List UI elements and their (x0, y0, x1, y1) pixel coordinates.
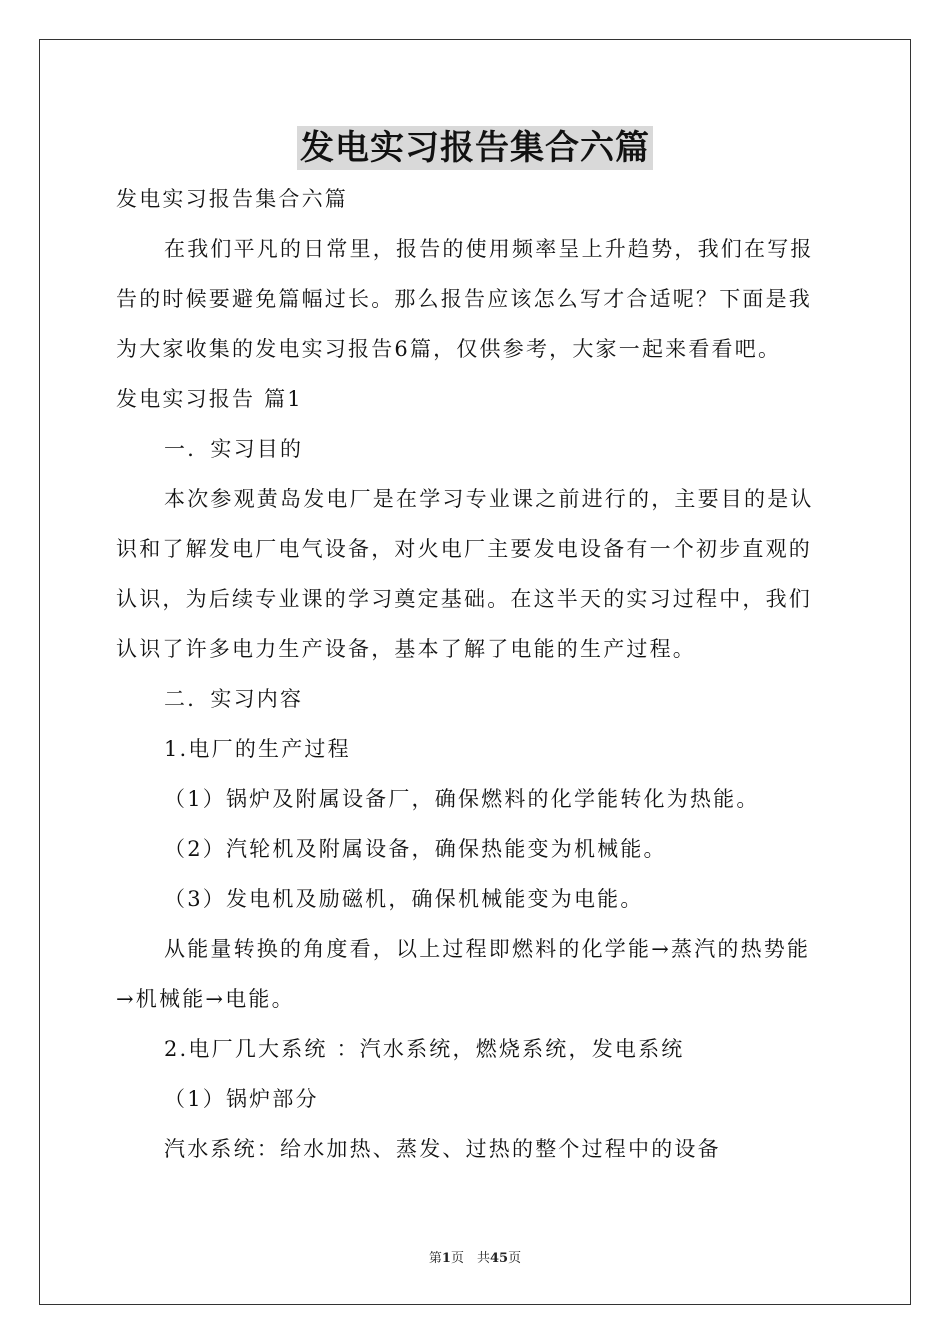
list-item: 1.电厂的生产过程 (164, 737, 351, 761)
page-number: 1 (441, 1251, 451, 1266)
page-label-mid: 页 共 (450, 1251, 490, 1266)
page-total: 45 (489, 1251, 509, 1266)
page-label-pre: 第 (428, 1251, 442, 1266)
paragraph-line: 认识，为后续专业课的学习奠定基础。在这半天的实习过程中，我们 (116, 587, 812, 611)
paragraph-line: 在我们平凡的日常里，报告的使用频率呈上升趋势，我们在写报 (164, 237, 814, 261)
list-item: （1）锅炉部分 (164, 1087, 319, 1111)
paragraph-line: →机械能→电能。 (116, 987, 295, 1011)
paragraph-line: 告的时候要避免篇幅过长。那么报告应该怎么写才合适呢？下面是我 (116, 287, 812, 311)
title-container (0, 126, 950, 170)
subtitle-line: 发电实习报告集合六篇 (116, 187, 348, 211)
subheading: 二．实习内容 (164, 687, 304, 711)
document-title: 发电实习报告集合六篇 (297, 126, 653, 170)
paragraph-line: 本次参观黄岛发电厂是在学习专业课之前进行的，主要目的是认 (164, 487, 814, 511)
list-item: （3）发电机及励磁机，确保机械能变为电能。 (164, 887, 644, 911)
subheading: 一．实习目的 (164, 437, 304, 461)
list-item: （2）汽轮机及附属设备，确保热能变为机械能。 (164, 837, 667, 861)
paragraph-line: 识和了解发电厂电气设备，对火电厂主要发电设备有一个初步直观的 (116, 537, 812, 561)
page-border (39, 39, 911, 1305)
page-label-post: 页 (508, 1251, 522, 1266)
list-item: 2.电厂几大系统 ：汽水系统，燃烧系统，发电系统 (164, 1037, 685, 1061)
paragraph-line: 为大家收集的发电实习报告6篇，仅供参考，大家一起来看看吧。 (116, 337, 782, 361)
section-heading: 发电实习报告 篇1 (116, 387, 303, 411)
page-footer (0, 1247, 950, 1266)
paragraph-line: 认识了许多电力生产设备，基本了解了电能的生产过程。 (116, 637, 696, 661)
list-item: （1）锅炉及附属设备厂，确保燃料的化学能转化为热能。 (164, 787, 760, 811)
paragraph-line: 汽水系统：给水加热、蒸发、过热的整个过程中的设备 (164, 1137, 721, 1161)
paragraph-line: 从能量转换的角度看，以上过程即燃料的化学能→蒸汽的热势能 (164, 937, 811, 961)
